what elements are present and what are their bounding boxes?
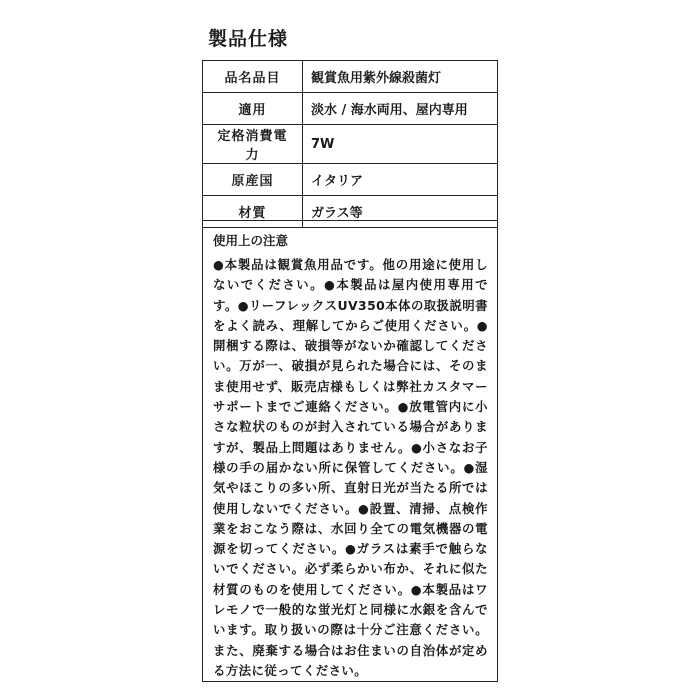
spec-label: 定格消費電力 <box>203 125 303 164</box>
spec-value: ガラス等 <box>303 196 498 228</box>
usage-notes-heading: 使用上の注意 <box>213 233 289 248</box>
spec-label: 原産国 <box>203 164 303 196</box>
spec-row-application <box>203 93 498 125</box>
spec-row-product-name <box>203 61 498 93</box>
spec-label: 品名品目 <box>203 61 303 93</box>
spec-value: 淡水 / 海水両用、屋内専用 <box>303 93 498 125</box>
product-spec-card <box>202 12 498 682</box>
usage-notes-text: ●本製品は観賞魚用品です。他の用途に使用しないでください。●本製品は屋内使用専用です。●リーフレックスUV350本体の取扱説明書をよく読み、理解してからご使用ください。●開梱する際は、破損等がないか確認してください。万が一、破損が見られた場合には、そのまま使用せず、販売店様もしくは弊社カスタマーサポートまでご連絡ください。●放電管内に小さな粒状のものが封入されている場合がありますが、製品上問題はありません。●小さなお子様の手の届かない所に保管してください。●湿気やほこりの多い所、直射日光が当たる所では使用しないでください。●設置、清掃、点検作業をおこなう際は、水回り全ての電気機器の電源を切ってください。●ガラスは素手で触らないでください。必ず柔らかい布か、それに似た材質のものを使用してください。●本製品はワレモノで一般的な蛍光灯と同様に水銀を含んでいます。取り扱いの際は十分ご注意ください。また、廃棄する場合はお住まいの自治体が定める方法に従ってください。 <box>213 257 488 678</box>
usage-notes-box <box>202 220 498 682</box>
spec-value: 観賞魚用紫外線殺菌灯 <box>303 61 498 93</box>
spec-label: 適用 <box>203 93 303 125</box>
spec-row-origin <box>203 164 498 196</box>
section-title: 製品仕様 <box>208 28 289 50</box>
spec-table <box>202 60 498 228</box>
spec-value: イタリア <box>303 164 498 196</box>
spec-label: 材質 <box>203 196 303 228</box>
spec-row-power <box>203 125 498 164</box>
spec-value: 7W <box>303 125 498 164</box>
